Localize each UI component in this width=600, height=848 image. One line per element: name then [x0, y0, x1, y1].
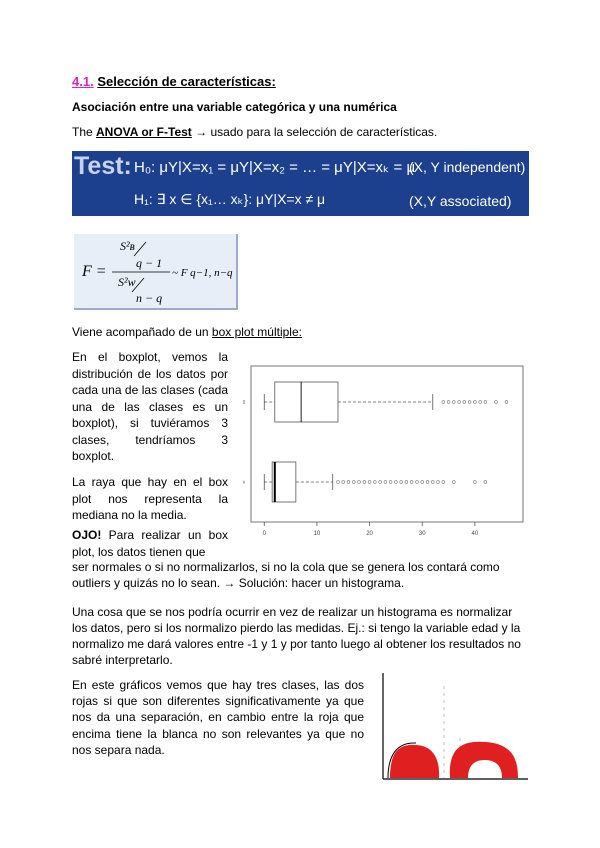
box-outlier: [468, 401, 471, 404]
h0-hypothesis: H₀: μY|X=x₁ = μY|X=x₂ = … = μY|X=xₖ = μ: [134, 159, 416, 176]
paragraph-normalize: Una cosa que se nos podría ocurrir en vez de realizar un histograma es normalizar los datos, pero si los normalizo pierdo las medidas. Ej.: si tengo la variable edad y la normalizo me dará valores entre -1 y 1 y por tanto luego al obtener los resultados no sabré interpretarlo.: [72, 605, 521, 667]
paragraph-boxplot-distribution: En el boxplot, vemos la distribución de los datos por cada una de las clases (cada una de las clases es un boxplot), si tuviéramos 3 clases, tendríamos 3 boxplot.: [72, 350, 228, 463]
formula-den-bottom: n − q: [136, 291, 163, 305]
box-outlier: [410, 481, 413, 484]
box-outlier: [442, 401, 445, 404]
test-banner: [72, 151, 529, 216]
box-outlier: [479, 401, 482, 404]
box-outlier: [347, 481, 350, 484]
red-class-left: [390, 745, 439, 778]
box-outlier: [342, 481, 345, 484]
box-iqr: [275, 382, 338, 422]
anova-prefix: The: [72, 125, 97, 139]
box-outlier: [452, 401, 455, 404]
box-outlier: [400, 481, 403, 484]
f-statistic-formula: [74, 234, 238, 310]
boxplot-intro-prefix: Viene acompañado de un: [72, 325, 212, 339]
section-number: 4.1.: [72, 74, 94, 89]
paragraph-ojo-continued: ser normales o si no normalizarlos, si no la cola que se genera los contará como outliers y quizás no lo sean. → Solución: hacer un histograma.: [72, 560, 500, 590]
box-outlier: [368, 481, 371, 484]
box-outlier: [505, 401, 508, 404]
box-outlier: [447, 401, 450, 404]
box-outlier: [463, 401, 466, 404]
box-outlier: [379, 481, 382, 484]
formula-num-top: S²ʙ: [120, 239, 135, 253]
formula-lhs: F =: [82, 263, 107, 280]
formula-rhs: ~ F q−1, n−q: [172, 267, 233, 279]
box-outlier: [352, 481, 355, 484]
box-category-label: sí: [241, 480, 246, 484]
boxplot-intro: [72, 325, 302, 339]
num-slash: [134, 242, 146, 256]
box-outlier: [363, 481, 366, 484]
subtitle: Asociación entre una variable categórica y una numérica: [72, 100, 397, 114]
h0-note: (X, Y independent): [409, 159, 526, 175]
box-outlier: [389, 481, 392, 484]
paragraph-classes: En este gráficos vemos que hay tres clases, las dos rojas si que son diferentes significativamente ya que nos da una separación, en cambio entre la roja que encima tiene la blanca no son relevantes ya que no nos separa nada.: [72, 678, 364, 757]
box-outlier: [405, 481, 408, 484]
box-outlier: [437, 481, 440, 484]
boxplot-intro-link: box plot múltiple:: [211, 325, 302, 339]
class-distribution-sketch: [378, 668, 530, 783]
box-category-label: no: [241, 399, 246, 405]
formula-num-bottom: q − 1: [136, 256, 163, 270]
x-tick-label: 30: [418, 531, 426, 537]
x-tick-label: 20: [366, 531, 373, 537]
box-outlier: [442, 481, 445, 484]
anova-line: [72, 125, 437, 139]
ojo-short: Para realizar un box plot, los datos tienen que: [72, 528, 228, 559]
box-outlier: [426, 481, 429, 484]
box-outlier: [373, 481, 376, 484]
box-outlier: [431, 481, 434, 484]
box-outlier: [358, 481, 361, 484]
red-class-right: [450, 742, 518, 778]
box-outlier: [394, 481, 397, 484]
test-label: Test:: [74, 152, 132, 180]
section-title: Selección de características:: [97, 74, 276, 89]
box-outlier: [484, 481, 487, 484]
box-outlier: [452, 481, 455, 484]
box-outlier: [495, 401, 498, 404]
box-outlier: [416, 481, 419, 484]
box-outlier: [484, 401, 487, 404]
section-heading: [72, 74, 276, 89]
multiple-boxplot-chart: [237, 360, 529, 544]
box-outlier: [337, 481, 340, 484]
box-outlier: [473, 481, 476, 484]
x-tick-label: 40: [471, 531, 479, 537]
anova-suffix: → usado para la selección de características.: [191, 125, 438, 139]
paragraph-ojo: [72, 527, 228, 560]
box-outlier: [421, 481, 424, 484]
formula-svg: [74, 234, 236, 308]
box-outlier: [384, 481, 387, 484]
x-tick-label: 0: [262, 531, 266, 537]
formula-den-top: S²w: [118, 275, 136, 289]
h1-hypothesis: H₁: ∃ x ∈ {x₁… xₖ}: μY|X=x ≠ μ: [134, 191, 326, 207]
box-outlier: [473, 401, 476, 404]
ojo-label: OJO!: [72, 528, 102, 542]
x-tick-label: 10: [313, 531, 321, 537]
box-outlier: [458, 401, 461, 404]
anova-term: ANOVA or F-Test: [96, 125, 192, 139]
paragraph-median: La raya que hay en el box plot nos representa la mediana no la media.: [72, 475, 228, 522]
h1-note: (X,Y associated): [409, 193, 512, 209]
